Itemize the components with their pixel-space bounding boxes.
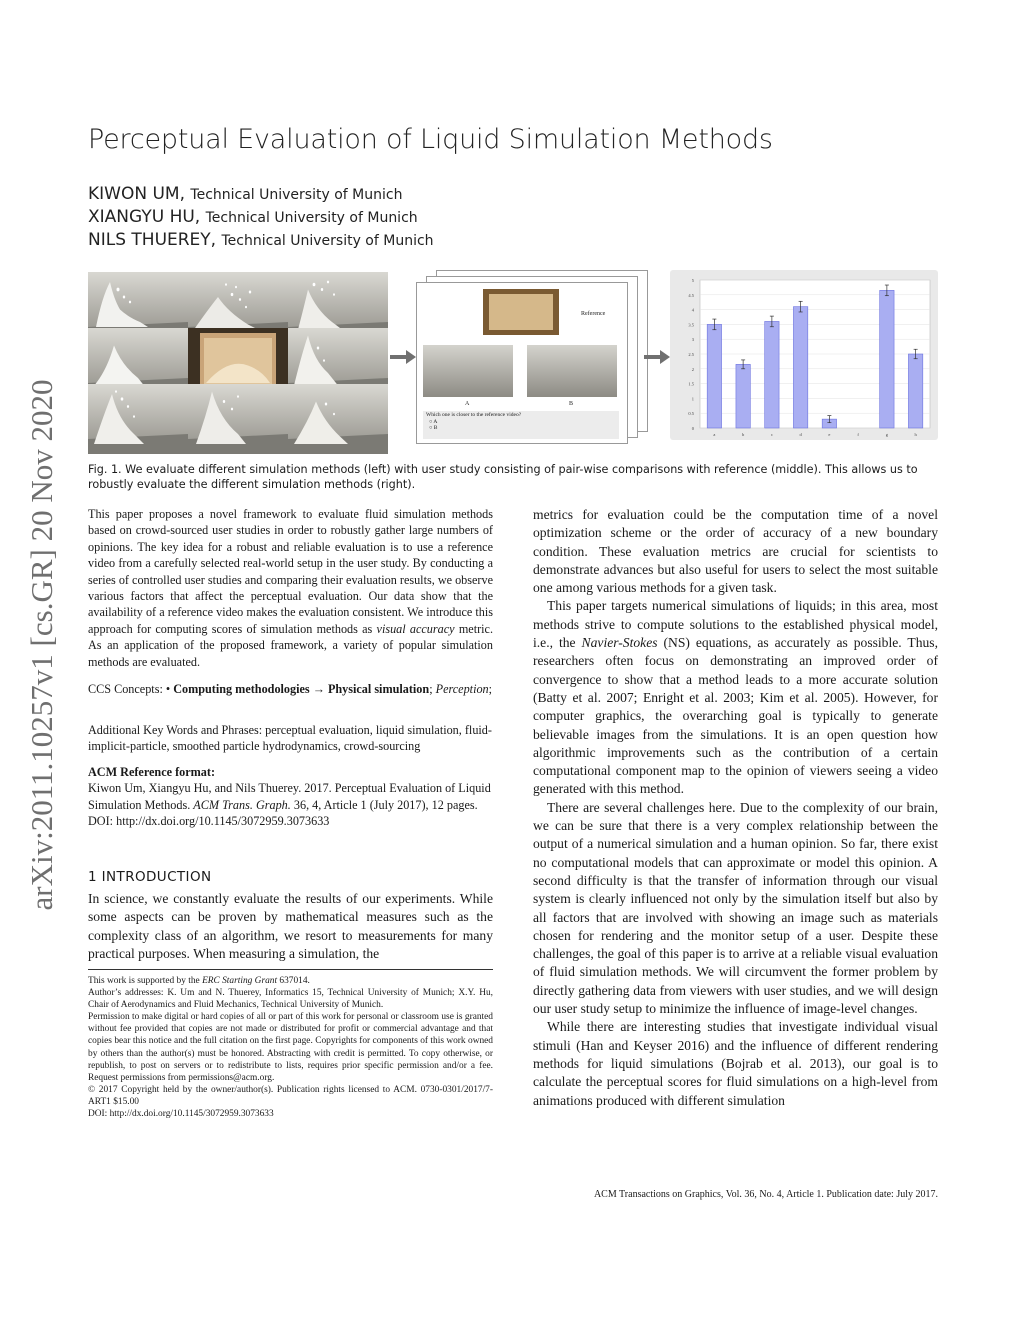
x-tick-label: d: [799, 432, 802, 437]
intro-paragraph: In science, we constantly evaluate the results of our experiments. While some aspects can be proven by mathematical measures such as the complexity class of an algorithm, we resort to measurements for many practical purposes. When measuring a simulation, the: [88, 891, 493, 961]
y-tick-label: 0: [691, 426, 694, 431]
y-tick-label: 0.5: [688, 411, 694, 417]
x-tick-label: g: [885, 432, 888, 437]
footnote-support: This work is supported by the ERC Starting Grant 637014.: [88, 976, 310, 986]
page-footer: ACM Transactions on Graphics, Vol. 36, No. 4, Article 1. Publication date: July 2017.: [593, 1189, 938, 1200]
bar-chart: [670, 270, 938, 440]
bar: [880, 290, 894, 428]
footnote-permission: Permission to make digital or hard copies of all or part of this work for personal or classroom use is granted without fee provided that copies are not made or distributed for profit or commercial advantage and that copies bear this notice and the full citation on the first page. Copyrights for components of this work owned by others than the author(s) must be honored. Abstracting with credit is permitted. To copy otherwise, or republish, to post on servers or to redistribute to lists, requires prior specific permission and/or a fee. Request permissions from permissions@acm.org.: [88, 1012, 493, 1083]
question-text: Which one is closer to the reference video?: [426, 412, 522, 418]
y-tick-label: 2: [691, 366, 694, 372]
footnotes: [88, 975, 493, 1120]
simulation-frame: [88, 384, 188, 454]
footnote-copyright: © 2017 Copyright held by the owner/author(s). Publication rights licensed to ACM. 0730-0301/2017/7-ART1 $15.00: [88, 1084, 493, 1107]
bar: [707, 324, 721, 428]
arxiv-stamp-text: arXiv:2011.10257v1 [cs.GR] 20 Nov 2020: [24, 379, 59, 911]
y-tick-label: 1: [691, 396, 694, 402]
option-b-frame: [527, 345, 617, 397]
author-name: KIWON UM,: [88, 184, 185, 204]
reference-frame: [483, 289, 559, 335]
paragraph: While there are interesting studies that investigate individual visual stimuli (Han and Keyser 2016) and the influence of different rendering methods for liquid simulations (Bojrab et al. 2013), our goal is to calculate the perceptual scores for fluid simulations on a high-level from animations produced with different simulation: [533, 1019, 938, 1108]
y-tick-label: 3.5: [688, 322, 694, 328]
simulation-frame: [288, 384, 388, 454]
option-b-label: B: [569, 401, 574, 407]
footnote-doi: DOI: http://dx.doi.org/10.1145/3072959.3073633: [88, 1109, 274, 1120]
bar: [765, 321, 779, 428]
option-a-frame: [423, 345, 513, 397]
simulation-frame: [188, 384, 288, 454]
author-affiliation: Technical University of Munich: [221, 233, 434, 249]
keywords: Additional Key Words and Phrases: perceptual evaluation, liquid simulation, fluid-implicit-particle, smoothed particle hydrodynamics, crowd-sourcing: [88, 723, 492, 754]
reference-label: Reference: [581, 311, 606, 317]
author-name: NILS THUEREY,: [88, 230, 217, 250]
section-heading-introduction: 1 INTRODUCTION: [88, 869, 212, 885]
ccs-concepts: CCS Concepts: • Computing methodologies → Physical simulation; Perception;: [88, 682, 493, 696]
radio-b[interactable]: ○ B: [429, 425, 438, 431]
y-tick-label: 2.5: [688, 352, 694, 357]
author-1: [88, 184, 402, 204]
question-box: [423, 411, 619, 439]
paper-title: Perceptual Evaluation of Liquid Simulation Methods: [88, 124, 773, 155]
acm-reference: ACM Reference format: Kiwon Um, Xiangyu Hu, and Nils Thuerey. 2017. Perceptual Evaluation of Liquid Simulation Methods. ACM Trans. Graph. 36, 4, Article 1 (July 2017), 12 pages. DOI: http://dx.doi.org/10.1145/3072959.3073633: [88, 765, 491, 829]
paragraph: This paper targets numerical simulations of liquids; in this area, most methods strive to compute solutions to the established physical model, i.e., the Navier-Stokes (NS) equations, as accurately as possible. Thus, researchers often focus on demonstrating an improved order of convergence to show that a method leads to a more accurate solution (Batty et al. 2007; Enright et al. 2003; Kim et al. 2005). However, for computer graphics, the overarching goal is typically to generate believable images from the simulations. It is an open question how algorithmic improvements such as the contribution of a certain computational component map to the opinion of viewers seeing a video generated with this method.: [533, 598, 938, 797]
bar: [908, 354, 922, 428]
y-tick-label: 4.5: [688, 292, 694, 298]
simulation-grid: [88, 272, 388, 440]
right-column: [533, 506, 938, 1110]
author-name: XIANGYU HU,: [88, 207, 201, 227]
x-tick-label: c: [770, 432, 773, 437]
option-a-label: A: [465, 401, 470, 407]
bar: [793, 307, 807, 428]
acm-reference-doi: DOI: http://dx.doi.org/10.1145/3072959.3073633: [88, 814, 330, 829]
y-tick-label: 5: [691, 278, 694, 283]
author-affiliation: Technical University of Munich: [190, 187, 403, 203]
y-tick-label: 4: [691, 307, 694, 313]
footnote-divider: [88, 969, 493, 970]
author-2: [88, 207, 418, 227]
acm-reference-heading: ACM Reference format:: [88, 765, 215, 779]
y-tick-label: 1.5: [688, 381, 694, 387]
y-tick-label: 3: [691, 337, 694, 343]
arrow-right-icon: [390, 349, 416, 365]
footnote-addresses: Author’s addresses: K. Um and N. Thuerey, Informatics 15, Technical University of Munich; X.Y. Hu, Chair of Aerodynamics and Fluid Mechanics, Technical University of Munich.: [88, 988, 493, 1011]
x-tick-label: b: [742, 432, 745, 437]
author-affiliation: Technical University of Munich: [205, 210, 418, 226]
x-tick-label: h: [914, 432, 917, 437]
x-tick-label: a: [713, 432, 716, 437]
bar: [736, 364, 750, 428]
arxiv-stamp: [12, 345, 72, 945]
results-chart: [670, 270, 938, 440]
x-tick-label: e: [828, 432, 831, 437]
abstract: This paper proposes a novel framework to evaluate fluid simulation methods based on crowd-sourced user studies in order to robustly gather large numbers of opinions. The key idea for a robust and reliable evaluation is to use a reference video from a carefully selected real-world setup in the user study. By conducting a series of controlled user studies and comparing their evaluation results, we observe various factors that affect the perceptual evaluation. Our data show that the availability of a reference video makes the evaluation consistent. We introduce this approach for computing scores of simulation methods as visual accuracy metric. As an application of the proposed framework, a variety of popular simulation methods are evaluated.: [88, 507, 493, 669]
paragraph: metrics for evaluation could be the computation time of a novel optimization scheme or the order of accuracy of a new boundary condition. These evaluation metrics are crucial for scientists to demonstrate advances but also useful for users to select the most suitable one among various methods for a given task.: [533, 507, 938, 596]
x-tick-label: f: [857, 432, 859, 437]
figure-caption: Fig. 1. We evaluate different simulation methods (left) with user study consisting of pair-wise comparisons with reference (middle). This allows us to robustly evaluate the different simulation methods (right).: [88, 463, 918, 491]
author-3: [88, 230, 434, 250]
paragraph: There are several challenges here. Due to the complexity of our brain, we can be sure that there is a very complex relationship between the output of a numerical simulation and a human opinion. So far, there exist no computational models that can approximate or model this opinion. A second difficulty is that the transfer of information through our visual system is clearly influenced not only by the simulation itself but also by all factors that are involved with showing an image such as materials chosen for rendering and the monitor setup of a user. Despite these challenges, the goal of this paper is to arrive at a reliable visual evaluation of fluid simulation methods. We will circumvent the former problem by directly gathering data from viewers with user studies, and we will design our user study setup to minimize the influence of image-level changes.: [533, 799, 938, 1017]
radio-a[interactable]: ○ A: [429, 419, 438, 425]
arrow-right-icon: [644, 349, 670, 365]
study-card: [416, 282, 628, 444]
